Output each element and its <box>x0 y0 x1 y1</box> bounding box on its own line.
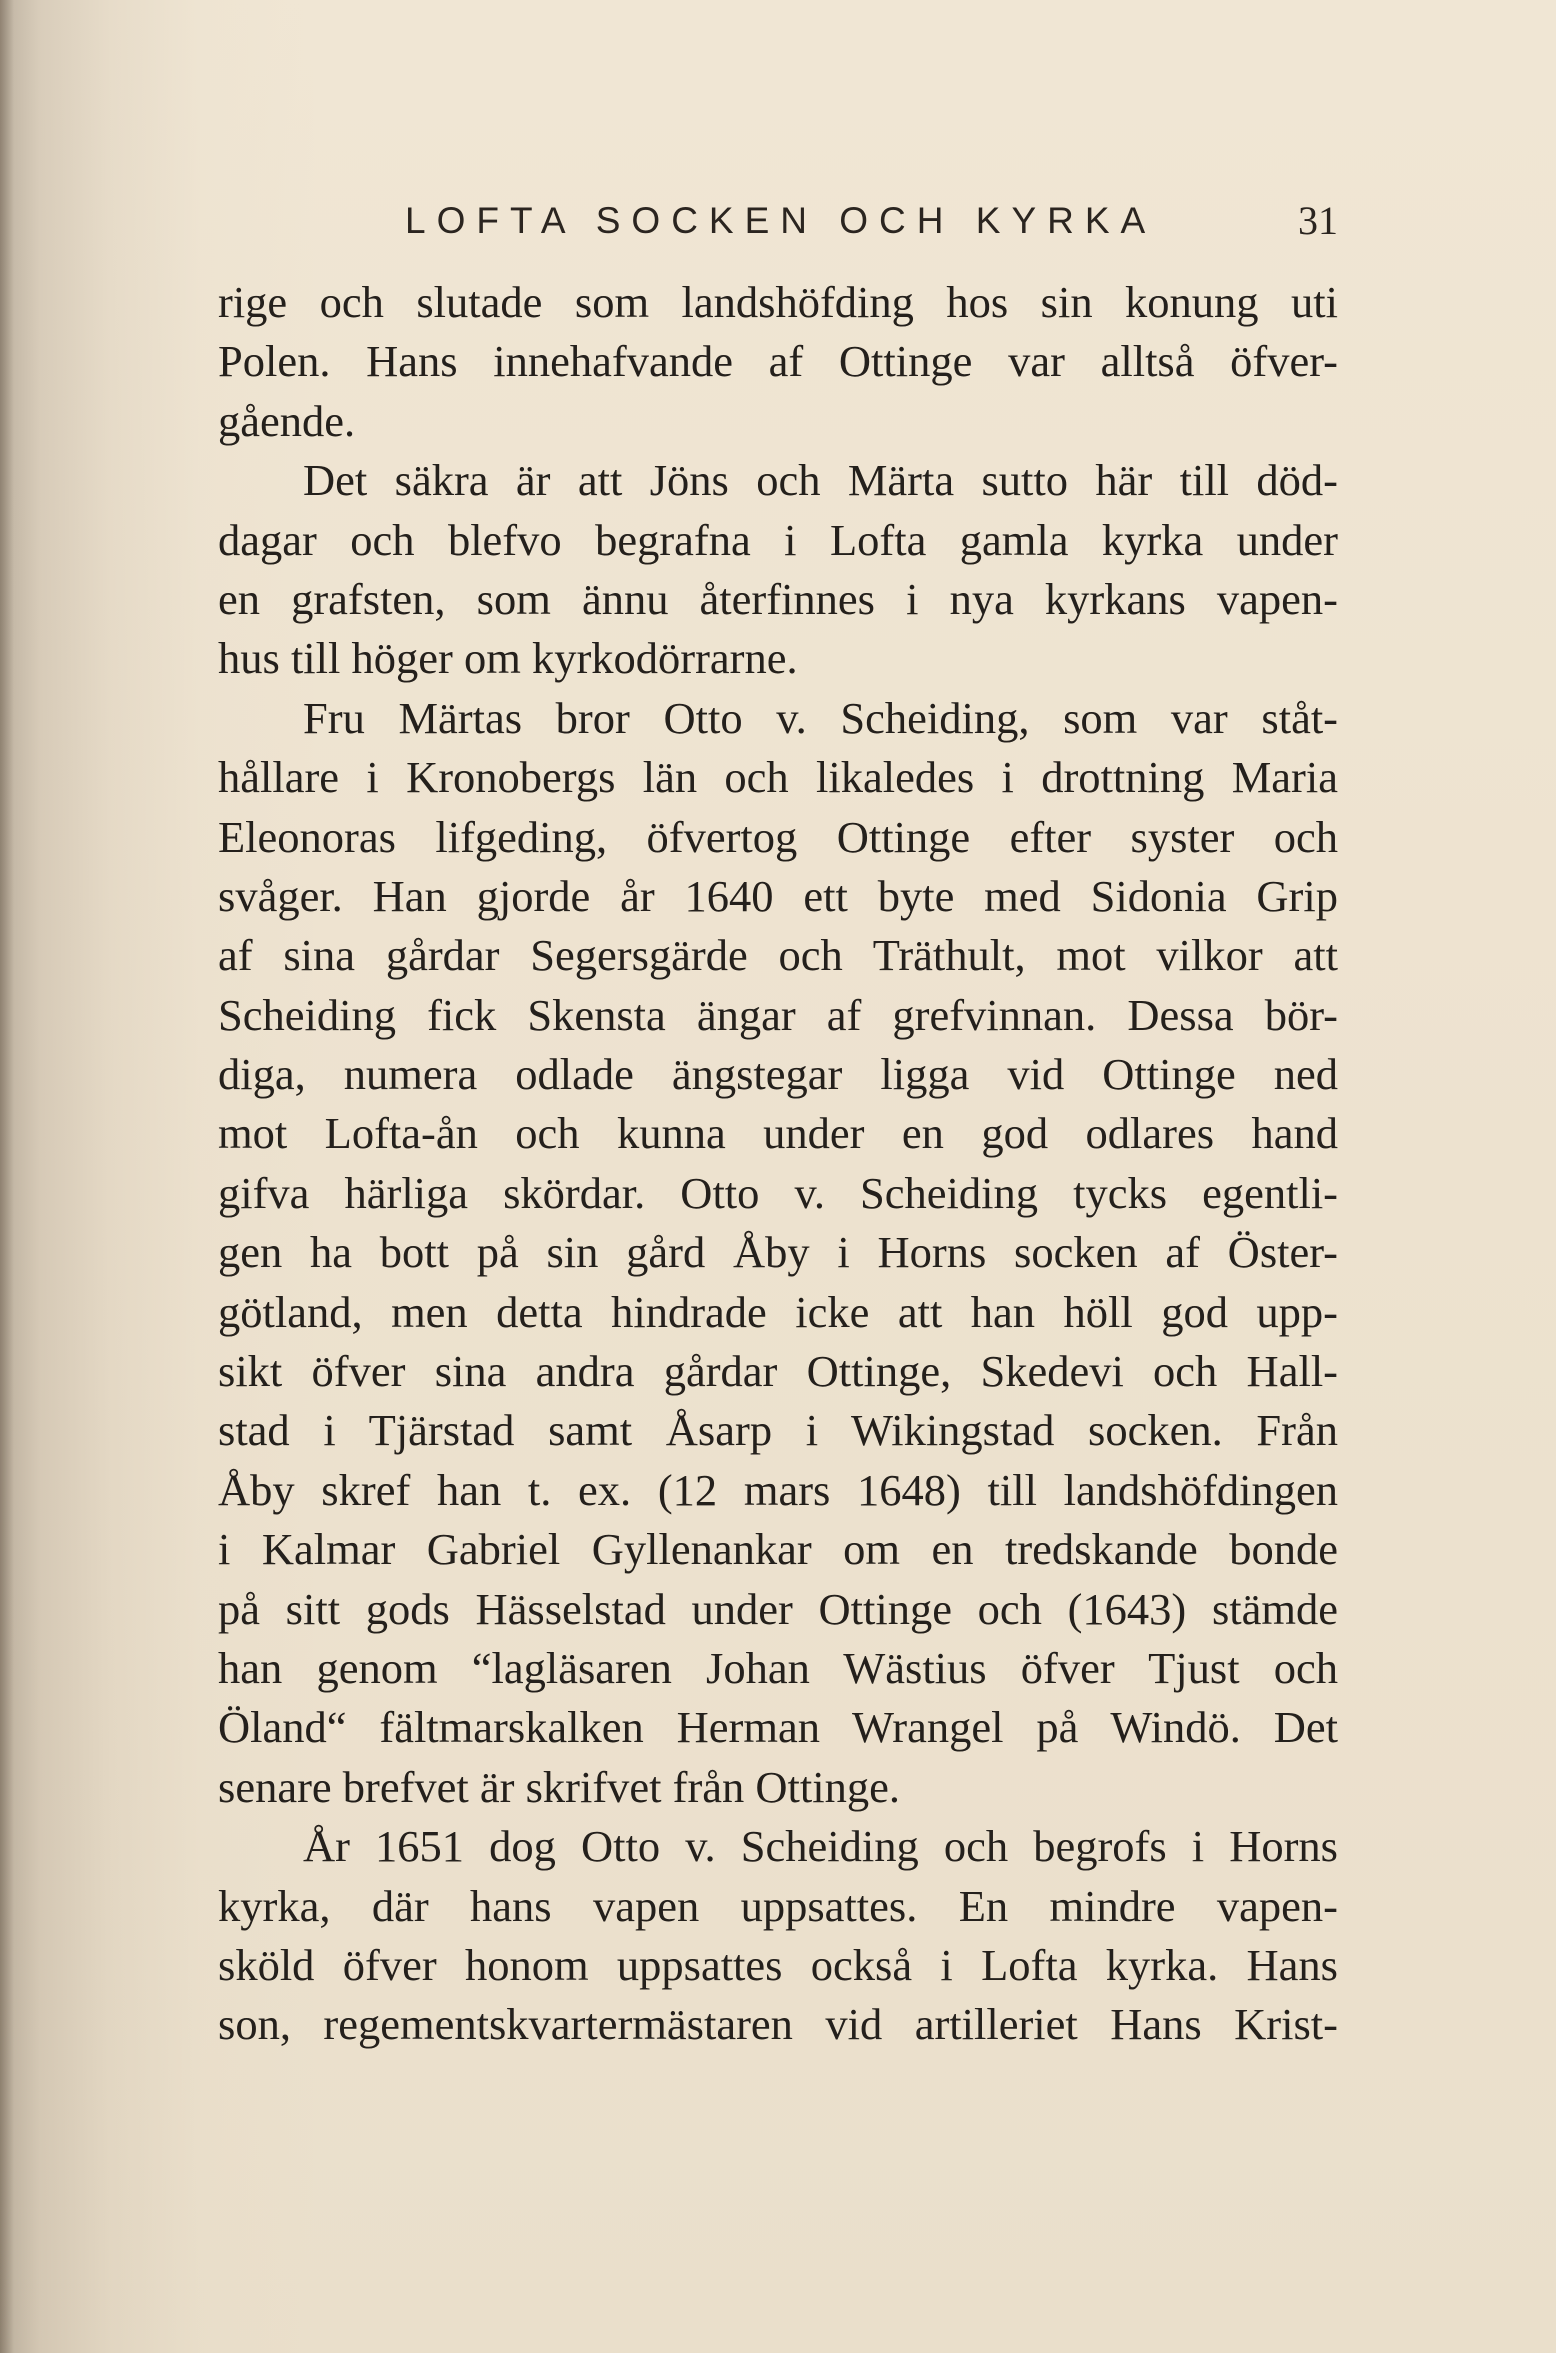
text-line: gen ha bott på sin gård Åby i Horns socken af Öster- <box>218 1227 1338 1278</box>
text-line: på sitt gods Hässelstad under Ottinge och (1643) stämde <box>218 1583 1338 1634</box>
text-line: götland, men detta hindrade icke att han höll god upp- <box>218 1286 1338 1337</box>
text-line: Öland“ fältmarskalken Herman Wrangel på Windö. Det <box>218 1702 1338 1753</box>
text-line: sköld öfver honom uppsattes också i Lofta kyrka. Hans <box>218 1939 1338 1990</box>
text-line: en grafsten, som ännu återfinnes i nya kyrkans vapen- <box>218 573 1338 624</box>
text-line: hus till höger om kyrkodörrarne. <box>218 633 798 684</box>
text-line: af sina gårdar Segersgärde och Träthult, mot vilkor att <box>218 930 1338 981</box>
running-title: LOFTA SOCKEN OCH KYRKA <box>405 200 1157 241</box>
text-line: kyrka, där hans vapen uppsattes. En mindre vapen- <box>218 1880 1338 1931</box>
paragraph-start-line: År 1651 dog Otto v. Scheiding och begrofs i Horns <box>303 1821 1338 1872</box>
paragraph-start-line: Fru Märtas bror Otto v. Scheiding, som var ståt- <box>303 692 1338 743</box>
text-line: Åby skref han t. ex. (12 mars 1648) till landshöfdingen <box>218 1464 1338 1515</box>
body-text <box>218 273 1338 2055</box>
text-line: svåger. Han gjorde år 1640 ett byte med Sidonia Grip <box>218 870 1338 921</box>
text-line: senare brefvet är skrifvet från Ottinge. <box>218 1761 901 1812</box>
page-number: 31 <box>1298 198 1338 243</box>
text-line: gående. <box>218 395 356 446</box>
text-line: Eleonoras lifgeding, öfvertog Ottinge efter syster och <box>218 811 1338 862</box>
paragraph-start-line: Det säkra är att Jöns och Märta sutto här till död- <box>303 455 1338 506</box>
running-header <box>218 196 1338 246</box>
text-line: diga, numera odlade ängstegar ligga vid Ottinge ned <box>218 1049 1338 1100</box>
text-line: sikt öfver sina andra gårdar Ottinge, Skedevi och Hall- <box>218 1346 1338 1397</box>
text-line: son, regementskvartermästaren vid artilleriet Hans Krist- <box>218 1999 1338 2050</box>
text-line: Polen. Hans innehafvande af Ottinge var alltså öfver- <box>218 336 1338 387</box>
text-line: rige och slutade som landshöfding hos sin konung uti <box>218 277 1338 327</box>
text-line: Scheiding fick Skensta ängar af grefvinnan. Dessa bör- <box>218 989 1338 1040</box>
text-line: stad i Tjärstad samt Åsarp i Wikingstad socken. Från <box>218 1405 1338 1456</box>
text-line: han genom “lagläsaren Johan Wästius öfver Tjust och <box>218 1642 1338 1693</box>
text-line: mot Lofta-ån och kunna under en god odlares hand <box>218 1108 1338 1159</box>
text-line: i Kalmar Gabriel Gyllenankar om en tredskande bonde <box>218 1524 1338 1575</box>
text-line: gifva härliga skördar. Otto v. Scheiding tycks egentli- <box>218 1167 1338 1218</box>
text-line: hållare i Kronobergs län och likaledes i drottning Maria <box>218 752 1338 803</box>
text-line: dagar och blefvo begrafna i Lofta gamla kyrka under <box>218 514 1338 565</box>
binding-shadow <box>0 0 14 2353</box>
